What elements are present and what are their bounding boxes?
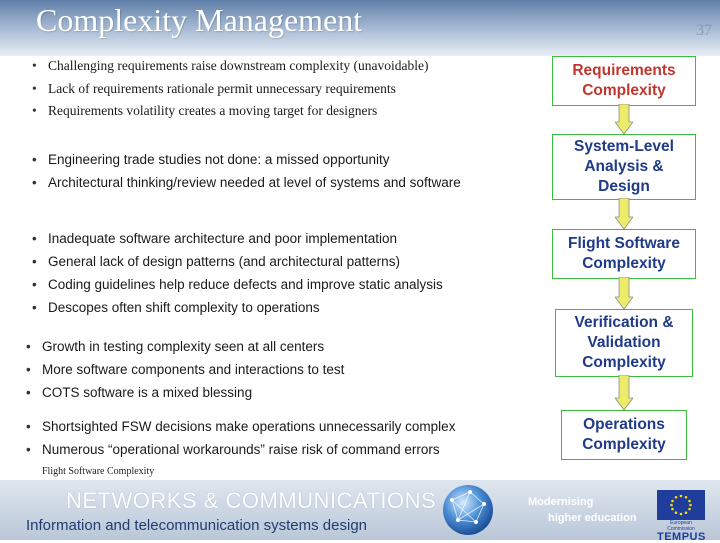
bullet-item: • Growth in testing complexity seen at all centers: [24, 335, 344, 358]
operations-complexity-box: Operations Complexity: [561, 410, 687, 460]
bullet-item: • Numerous “operational workarounds” raise risk of command errors: [24, 438, 455, 461]
flight-software-complexity-box: Flight Software Complexity: [552, 229, 696, 279]
eu-flag-icon: [657, 490, 705, 520]
footer-subtitle: Information and telecommunication systems design: [26, 517, 368, 534]
down-arrow-icon: [615, 375, 633, 410]
verification-validation-box: Verification & Validation Complexity: [555, 309, 693, 377]
footer-title: NETWORKS & COMMUNICATIONS: [66, 488, 437, 513]
requirements-complexity-box: Requirements Complexity: [552, 56, 696, 106]
tempus-label: TEMPUS: [657, 531, 706, 543]
slide-header: [0, 0, 720, 56]
bullet-item: • Challenging requirements raise downstream complexity (unavoidable): [30, 55, 429, 78]
european-commission-label: European Commission: [667, 520, 695, 532]
page-number: 37: [696, 22, 712, 39]
system-level-analysis-box: System-Level Analysis & Design: [552, 134, 696, 200]
bullet-item: • Architectural thinking/review needed at level of systems and software: [30, 171, 461, 194]
bullet-item: • More software components and interactions to test: [24, 358, 344, 381]
bullet-group-system-analysis: [30, 148, 461, 194]
globe-icon: [440, 482, 496, 543]
slide-title: Complexity Management: [36, 2, 363, 38]
footer-banner: [0, 480, 720, 543]
bullet-item: • Requirements volatility creates a moving target for designers: [30, 100, 429, 123]
modernising-label: Modernising: [528, 496, 594, 508]
bullet-item: • COTS software is a mixed blessing: [24, 381, 344, 404]
bullet-item: • Lack of requirements rationale permit unnecessary requirements: [30, 78, 429, 101]
bullet-group-requirements: [30, 55, 429, 123]
bullet-item: • Shortsighted FSW decisions make operations unnecessarily complex: [24, 415, 455, 438]
bullet-item: • Descopes often shift complexity to operations: [30, 296, 443, 319]
footnote: Flight Software Complexity: [42, 466, 155, 477]
bullet-item: • Engineering trade studies not done: a missed opportunity: [30, 148, 461, 171]
down-arrow-icon: [615, 277, 633, 309]
bullet-item: • Inadequate software architecture and poor implementation: [30, 227, 443, 250]
bullet-item: • General lack of design patterns (and architectural patterns): [30, 250, 443, 273]
bullet-group-operations: [24, 415, 455, 461]
down-arrow-icon: [615, 198, 633, 229]
down-arrow-icon: [615, 104, 633, 134]
higher-education-label: higher education: [548, 512, 637, 524]
bullet-item: • Coding guidelines help reduce defects and improve static analysis: [30, 273, 443, 296]
bullet-group-verification: [24, 335, 344, 404]
bullet-group-flight-software: [30, 227, 443, 319]
tempus-logo: [657, 490, 706, 543]
